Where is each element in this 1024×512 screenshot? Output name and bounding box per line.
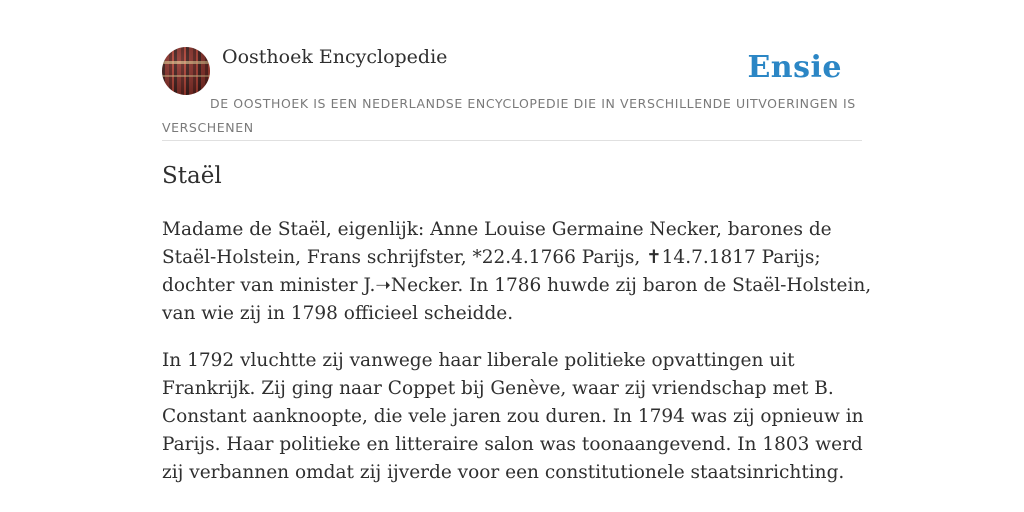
site-header	[162, 40, 862, 141]
book-spines-avatar-icon[interactable]	[162, 47, 210, 95]
article-paragraph: Madame de Staël, eigenlijk: Anne Louise Germaine Necker, barones de Staël-Holstein, Frans schrijfster, *22.4.1766 Parijs, ✝14.7.1817 Parijs; dochter van minister J.➝Necker. In 1786 huwde zij baron de Staël-Holstein, van wie zij in 1798 officieel scheidde.	[162, 219, 872, 324]
site-title-link[interactable]: Oosthoek Encyclopedie	[222, 46, 448, 68]
avatar-shade	[162, 47, 210, 95]
article-title: Staël	[162, 163, 222, 189]
brand-logo-link[interactable]: Ensie	[747, 50, 842, 85]
article-paragraph: In 1792 vluchtte zij vanwege haar liberale politieke opvattingen uit Frankrijk. Zij ging naar Coppet bij Genève, waar zij vriendschap met B. Constant aanknoopte, die vele jaren zou duren. In 1794 was zij opnieuw in Parijs. Haar politieke en litteraire salon was toonaangevend. In 1803 werd zij verbannen omdat zij ijverde voor een constitutionele staatsinrichting.	[162, 350, 864, 483]
site-tagline: DE OOSTHOEK IS EEN NEDERLANDSE ENCYCLOPEDIE DIE IN VERSCHILLENDE UITVOERINGEN IS VERSCHENEN	[162, 96, 856, 135]
